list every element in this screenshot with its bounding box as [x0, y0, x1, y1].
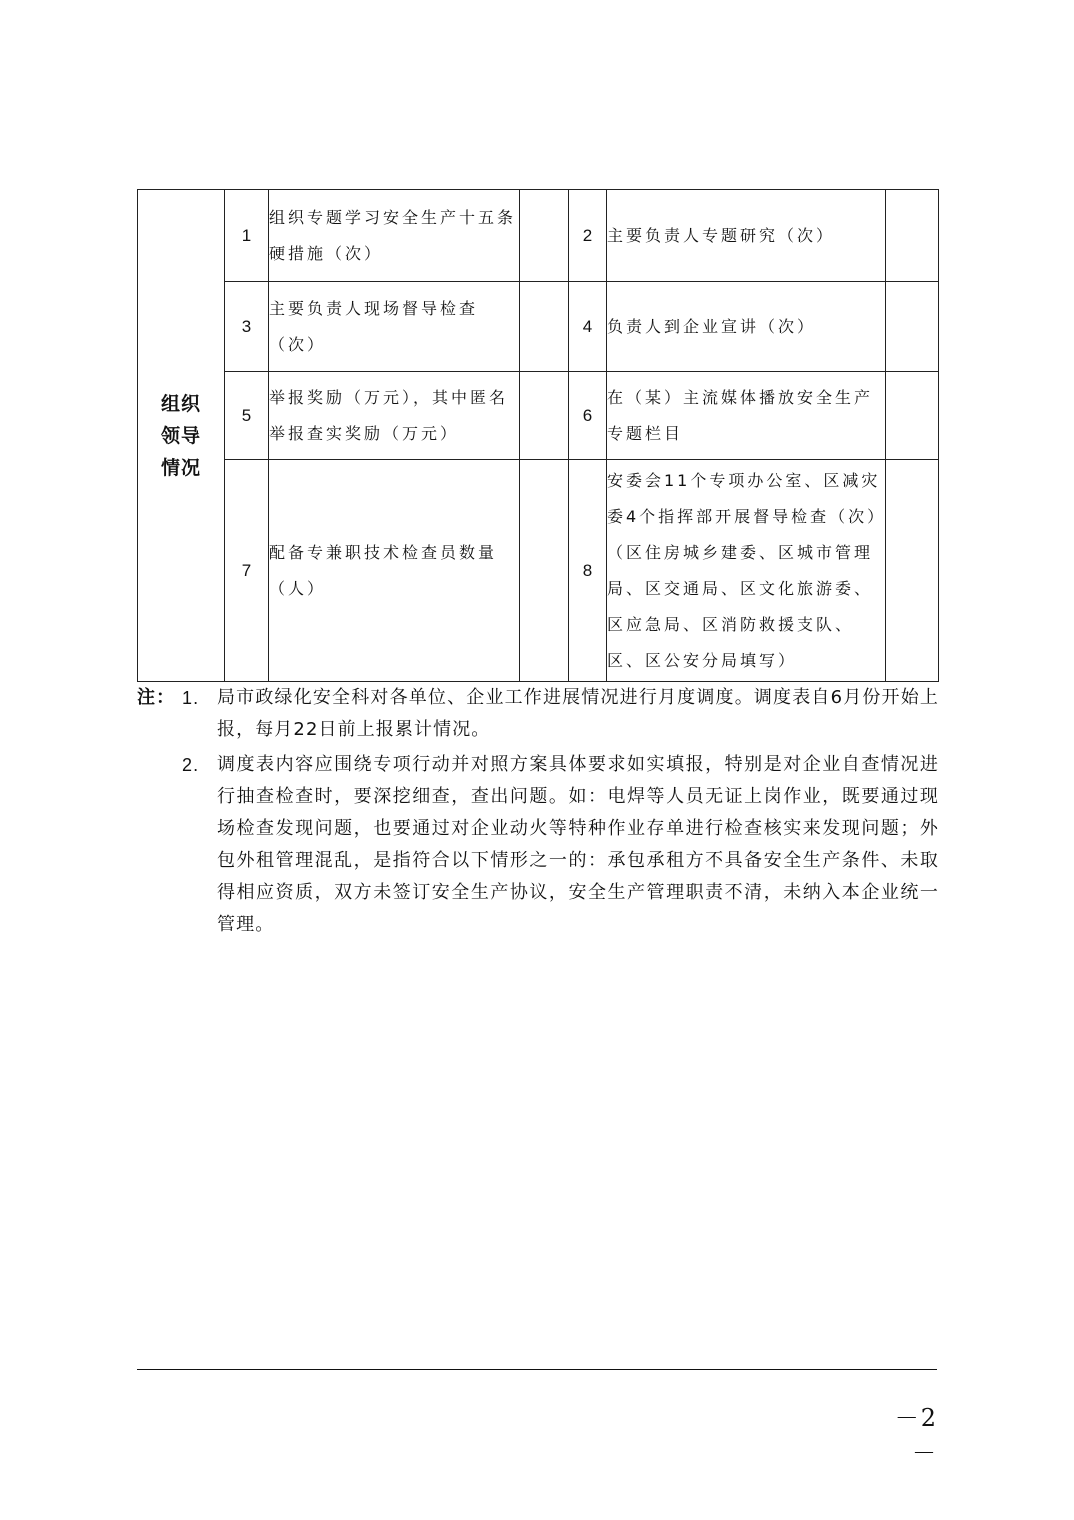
- note-text: 调度表内容应围绕专项行动并对照方案具体要求如实填报，特别是对企业自查情况进行抽查检查时，要深挖细查，查出问题。如：电焊等人员无证上岗作业，既要通过现场检查发现问题，也要通过对企业动火等特种作业存单进行检查核实来发现问题；外包外租管理混乱，是指符合以下情形之一的：承包承租方不具备安全生产条件、未取得相应资质，双方未签订安全生产协议，安全生产管理职责不清，未纳入本企业统一管理。: [217, 754, 939, 935]
- item-number: 4: [569, 282, 607, 372]
- note-item: [137, 749, 939, 941]
- item-number: 8: [569, 460, 607, 682]
- item-description: 负责人到企业宣讲（次）: [607, 282, 886, 372]
- item-value-cell[interactable]: [886, 282, 939, 372]
- footer-divider: [137, 1369, 937, 1370]
- item-value-cell[interactable]: [886, 460, 939, 682]
- item-number: 1: [225, 190, 269, 282]
- item-value-cell[interactable]: [520, 190, 569, 282]
- item-description: 主要负责人专题研究（次）: [607, 190, 886, 282]
- section-label-text: 组织领导情况: [160, 392, 201, 479]
- item-description: 举报奖励（万元），其中匿名举报查实奖励（万元）: [269, 372, 520, 460]
- report-table-container: [137, 189, 938, 682]
- item-description: 在（某）主流媒体播放安全生产专题栏目: [607, 372, 886, 460]
- table-row: [138, 282, 939, 372]
- item-description: 安委会11个专项办公室、区减灾委4个指挥部开展督导检查（次）（区住房城乡建委、区城市管理局、区交通局、区文化旅游委、区应急局、区消防救援支队、区、区公安分局填写）: [607, 460, 886, 682]
- item-number: 2: [569, 190, 607, 282]
- table-row: [138, 190, 939, 282]
- note-index: 1.: [182, 688, 200, 708]
- item-value-cell[interactable]: [520, 282, 569, 372]
- table-row: [138, 372, 939, 460]
- item-value-cell[interactable]: [886, 190, 939, 282]
- notes-section: [137, 682, 939, 941]
- item-value-cell[interactable]: [886, 372, 939, 460]
- note-item: [137, 682, 939, 746]
- table-row: [138, 460, 939, 682]
- notes-prefix: 注：: [137, 687, 176, 708]
- item-number: 6: [569, 372, 607, 460]
- item-description: 配备专兼职技术检查员数量（人）: [269, 460, 520, 682]
- item-description: 主要负责人现场督导检查（次）: [269, 282, 520, 372]
- note-text: 局市政绿化安全科对各单位、企业工作进展情况进行月度调度。调度表自6月份开始上报，每月22日前上报累计情况。: [217, 687, 939, 740]
- section-label: [138, 190, 225, 682]
- item-number: 7: [225, 460, 269, 682]
- item-number: 5: [225, 372, 269, 460]
- leadership-report-table: [137, 189, 939, 682]
- page-number: －2－: [894, 1404, 938, 1467]
- item-value-cell[interactable]: [520, 460, 569, 682]
- item-description: 组织专题学习安全生产十五条硬措施（次）: [269, 190, 520, 282]
- item-value-cell[interactable]: [520, 372, 569, 460]
- item-number: 3: [225, 282, 269, 372]
- note-index: 2.: [182, 755, 200, 775]
